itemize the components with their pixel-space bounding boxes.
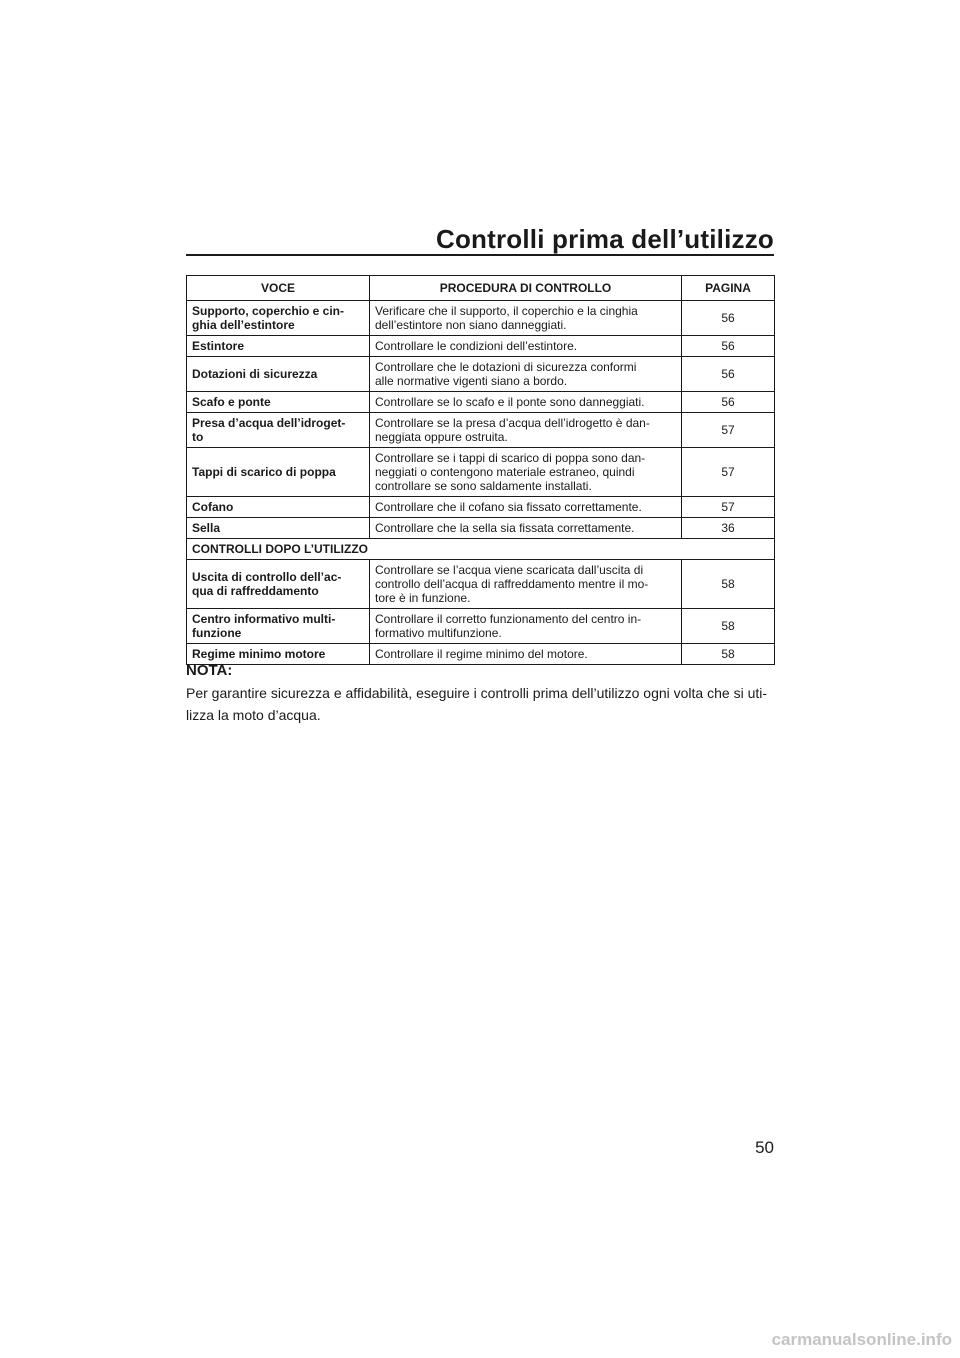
table-row	[187, 357, 775, 392]
table-row	[187, 336, 775, 357]
procedure-cell: Controllare che il cofano sia fissato correttamente.	[370, 497, 682, 518]
page-cell: 56	[682, 392, 775, 413]
procedure-cell: Controllare se i tappi di scarico di poppa sono dan- neggiati o contengono materiale estraneo, quindi controllare se sono saldamente installati.	[370, 448, 682, 497]
table-row	[187, 560, 775, 609]
page-cell: 56	[682, 336, 775, 357]
title-rule	[186, 254, 774, 256]
column-header-pagina: PAGINA	[682, 276, 775, 301]
note-heading: NOTA:	[186, 662, 233, 679]
procedure-cell: Controllare il regime minimo del motore.	[370, 644, 682, 665]
column-header-voce: VOCE	[187, 276, 370, 301]
item-cell: Regime minimo motore	[187, 644, 370, 665]
table-row	[187, 413, 775, 448]
procedure-cell: Controllare il corretto funzionamento del centro in- formativo multifunzione.	[370, 609, 682, 644]
checks-table	[186, 275, 775, 665]
procedure-cell: Verificare che il supporto, il coperchio e la cinghia dell’estintore non siano danneggiati.	[370, 301, 682, 336]
page-title: Controlli prima dell’utilizzo	[435, 224, 774, 254]
table-row	[187, 518, 775, 539]
page-cell: 57	[682, 413, 775, 448]
item-cell: Supporto, coperchio e cin- ghia dell’estintore	[187, 301, 370, 336]
item-cell: Tappi di scarico di poppa	[187, 448, 370, 497]
item-cell: Estintore	[187, 336, 370, 357]
watermark: carmanualsonline.info	[771, 1330, 952, 1349]
table-row	[187, 644, 775, 665]
item-cell: Sella	[187, 518, 370, 539]
table-row	[187, 448, 775, 497]
item-cell: Uscita di controllo dell’ac- qua di raffreddamento	[187, 560, 370, 609]
page-number: 50	[755, 1138, 774, 1157]
procedure-cell: Controllare le condizioni dell’estintore.	[370, 336, 682, 357]
item-cell: Scafo e ponte	[187, 392, 370, 413]
table-header-row	[187, 276, 775, 301]
page-cell: 56	[682, 357, 775, 392]
section-title: CONTROLLI DOPO L’UTILIZZO	[187, 539, 775, 560]
procedure-cell: Controllare se l’acqua viene scaricata dall’uscita di controllo dell’acqua di raffreddamento mentre il mo- tore è in funzione.	[370, 560, 682, 609]
procedure-cell: Controllare che la sella sia fissata correttamente.	[370, 518, 682, 539]
item-cell: Dotazioni di sicurezza	[187, 357, 370, 392]
page-cell: 58	[682, 560, 775, 609]
page-cell: 58	[682, 644, 775, 665]
table-row	[187, 301, 775, 336]
section-row	[187, 539, 775, 560]
note-body: Per garantire sicurezza e affidabilità, eseguire i controlli prima dell’utilizzo ogni volta che si uti- lizza la moto d’acqua.	[186, 685, 768, 723]
procedure-cell: Controllare se la presa d’acqua dell’idrogetto è dan- neggiata oppure ostruita.	[370, 413, 682, 448]
page-cell: 56	[682, 301, 775, 336]
procedure-cell: Controllare se lo scafo e il ponte sono danneggiati.	[370, 392, 682, 413]
table-row	[187, 497, 775, 518]
page-cell: 57	[682, 448, 775, 497]
page-cell: 58	[682, 609, 775, 644]
column-header-procedura: PROCEDURA DI CONTROLLO	[370, 276, 682, 301]
item-cell: Presa d’acqua dell’idroget- to	[187, 413, 370, 448]
item-cell: Cofano	[187, 497, 370, 518]
procedure-cell: Controllare che le dotazioni di sicurezza conformi alle normative vigenti siano a bordo.	[370, 357, 682, 392]
table-row	[187, 609, 775, 644]
table-row	[187, 392, 775, 413]
page-cell: 36	[682, 518, 775, 539]
page-cell: 57	[682, 497, 775, 518]
item-cell: Centro informativo multi- funzione	[187, 609, 370, 644]
